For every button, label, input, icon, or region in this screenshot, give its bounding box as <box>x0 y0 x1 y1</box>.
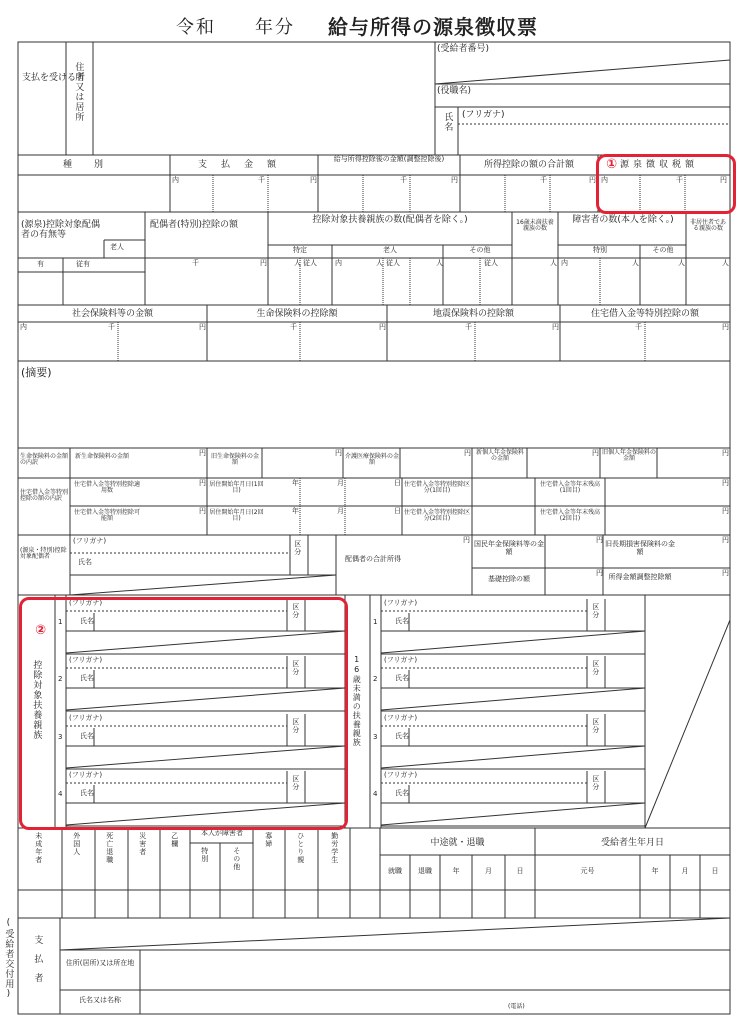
under16-row-number: 2 <box>373 675 378 683</box>
under16-div-label: 区分 <box>591 660 600 676</box>
basic-deduction-label: 基礎控除の額 <box>488 575 530 583</box>
unit-uchi-4: 内 <box>601 176 608 184</box>
name-furigana-label: (フリガナ) <box>462 110 505 120</box>
dependent-furigana-label: (フリガナ) <box>69 714 103 722</box>
earthquake-insurance-header: 地震保険料の控除額 <box>432 309 514 319</box>
dependent-name-label: 氏名 <box>80 617 94 625</box>
payer-address-label: 住所(居所)又は所在地 <box>65 959 135 967</box>
spouse-detail-label: (源泉・特別)控除対象配偶者 <box>20 547 67 561</box>
start-date-2-label: 居住開始年月日(2回目) <box>209 509 264 523</box>
dep-unit-nin-6: 人 <box>678 259 685 267</box>
ins-unit-sen-2: 千 <box>290 323 297 331</box>
new-life-label: 新生命保険料の金額 <box>74 453 129 460</box>
ins-unit-uchi: 内 <box>20 323 27 331</box>
unit-sen-1: 千 <box>258 176 265 184</box>
widow-label: 寡婦 <box>264 832 273 848</box>
ins-unit-yen-2: 円 <box>379 323 386 331</box>
mid-year-label: 年 <box>452 867 460 875</box>
under16-row-lines <box>381 714 645 770</box>
under16-detail-label: 16歳未満の扶養親族 <box>352 655 362 747</box>
old-life-label: 旧生命保険料の金額 <box>210 453 259 467</box>
spouse-income-label: 配偶者の合計所得 <box>345 555 401 563</box>
dependent-row-number: 3 <box>58 733 63 741</box>
ins-unit-sen-3: 千 <box>465 323 472 331</box>
recipient-number-label: (受給者番号) <box>437 44 490 54</box>
dep-unit-uchi-2: 内 <box>561 259 568 267</box>
under16-name-label: 氏名 <box>395 617 409 625</box>
start-date-1-label: 居住開始年月日(1回目) <box>209 481 264 495</box>
dep-unit-yen: 円 <box>260 259 267 267</box>
dependent-furigana-label: (フリガナ) <box>69 599 103 607</box>
other-disabled-label: その他 <box>652 246 674 254</box>
has-spouse-label: 有 <box>37 260 44 268</box>
payee-label: 支払を受ける者 <box>22 73 86 83</box>
under16-row-lines <box>381 599 645 655</box>
birth-month-label: 月 <box>681 867 689 875</box>
foreigner-label: 外国人 <box>72 832 81 856</box>
housing-div-2-label: 住宅借入金等特別控除区分(2回目) <box>404 509 471 523</box>
annotation-box-dependents <box>19 597 348 830</box>
elderly-count-label: 老人 <box>383 246 397 254</box>
phone-label: (電話) <box>508 1003 525 1010</box>
dep-unit-nin-2: 人 <box>376 259 383 267</box>
spouse-furigana-label: (フリガナ) <box>73 537 107 545</box>
dependents-count-header: 控除対象扶養親族の数(配偶者を除く。) <box>312 215 468 225</box>
era-name-label: 元号 <box>580 867 595 875</box>
old-long-label: 旧長期損害保険料の金額 <box>605 540 675 556</box>
name-label: 氏名 <box>442 112 453 132</box>
single-parent-label: ひとり親 <box>296 832 305 864</box>
dependent-has-label: 従有 <box>76 260 90 268</box>
dep-unit-nin-1: 人 <box>294 259 301 267</box>
death-retire-label: 死亡退職 <box>105 832 114 864</box>
unit-sen-4: 千 <box>676 176 683 184</box>
spouse-deduction-header: 配偶者(特別)控除の額 <box>150 220 239 230</box>
spouse-status-header: (源泉)控除対象配偶者の有無等 <box>21 220 101 241</box>
birthdate-label: 受給者生年月日 <box>600 838 664 848</box>
dep-unit-sen: 千 <box>192 259 199 267</box>
housing-d2: 日 <box>394 507 401 515</box>
pension-yen: 円 <box>596 536 603 544</box>
life-yen-5: 円 <box>722 449 729 457</box>
birth-year-label: 年 <box>651 867 659 875</box>
deduction-total-header: 所得控除の額の合計額 <box>483 160 574 170</box>
under16-furigana-label: (フリガナ) <box>384 656 418 664</box>
dependent-div-label: 区分 <box>291 660 300 676</box>
housing-div-1-label: 住宅借入金等特別控除区分(1回目) <box>404 481 471 495</box>
position-label: (役職名) <box>437 86 472 96</box>
housing-possible-label: 住宅借入金等特別控除可能額 <box>73 509 140 523</box>
under16-row-lines <box>381 656 645 712</box>
unit-yen-4: 円 <box>720 176 727 184</box>
life-yen-2: 円 <box>335 449 342 457</box>
under16-row-number: 4 <box>373 790 378 798</box>
housing-applicable-label: 住宅借入金等特別控除適用数 <box>73 481 140 495</box>
basic-yen: 円 <box>596 569 603 577</box>
minor-label: 未成年者 <box>34 832 43 864</box>
adjust-label: 所得金額調整控除額 <box>608 573 672 581</box>
housing-m2: 月 <box>337 507 344 515</box>
life-breakdown-label: 生命保険料の金額の内訳 <box>20 453 69 467</box>
dependent-row-number: 1 <box>58 618 63 626</box>
annotation-number-one: ① <box>606 157 618 172</box>
housing-loan-header: 住宅借入金等特別控除の額 <box>590 309 699 319</box>
annotation-number-two: ② <box>35 623 47 638</box>
housing-m1: 月 <box>337 479 344 487</box>
old-long-yen: 円 <box>722 536 729 544</box>
unit-sen-2: 千 <box>400 176 407 184</box>
dependent-furigana-label: (フリガナ) <box>69 656 103 664</box>
midyear-label: 中途就・退職 <box>430 838 485 848</box>
dependent-name-label: 氏名 <box>80 674 94 682</box>
form-title: 給与所得の源泉徴収票 <box>328 15 538 39</box>
under16-row-lines <box>381 771 645 827</box>
under16-name-label: 氏名 <box>395 674 409 682</box>
dep-unit-nin-4: 人 <box>550 259 557 267</box>
under16-header: 16歳未満扶養親族の数 <box>516 219 554 233</box>
under16-row <box>373 771 645 827</box>
housing-y2: 年 <box>292 507 299 515</box>
student-label: 勤労学生 <box>330 832 339 864</box>
under16-div-label: 区分 <box>591 718 600 734</box>
mid-month-label: 月 <box>485 867 492 875</box>
retire-label: 退職 <box>418 867 432 875</box>
unit-yen-2: 円 <box>451 176 458 184</box>
disaster-label: 災害者 <box>138 832 147 856</box>
new-pension-label: 新個人年金保険料の金額 <box>475 449 524 463</box>
dependent-div-label: 区分 <box>291 603 300 619</box>
other-count-label: その他 <box>469 246 491 254</box>
unit-yen-1: 円 <box>310 176 317 184</box>
otsu-label: 乙欄 <box>170 832 179 848</box>
housing-breakdown-label: 住宅借入金等特別控除の額の内訳 <box>20 489 69 503</box>
post-deduction-header: 給与所得控除後の金額(調整控除後) <box>333 155 445 163</box>
life-yen-1: 円 <box>199 449 206 457</box>
dep-unit-junin-2: 従人 <box>386 259 400 267</box>
mid-day-label: 日 <box>516 867 524 875</box>
housing-yen-3: 円 <box>722 479 729 487</box>
housing-yen-2: 円 <box>199 507 206 515</box>
under16-name-label: 氏名 <box>395 732 409 740</box>
adjust-yen: 円 <box>722 569 729 577</box>
pension-label: 国民年金保険料等の金額 <box>474 540 544 556</box>
housing-bal-2-label: 住宅借入金等年末残高(2回目) <box>539 509 600 523</box>
dependent-row-number: 2 <box>58 675 63 683</box>
recipient-copy-label: (受給者交付用) <box>3 918 14 1000</box>
spouse-div-label: 区分 <box>293 540 302 556</box>
unit-yen-3: 円 <box>589 176 596 184</box>
old-pension-label: 旧個人年金保険料の金額 <box>602 449 657 463</box>
under16-row <box>373 599 645 655</box>
ins-unit-sen-1: 千 <box>108 323 115 331</box>
dep-unit-nin-5: 人 <box>632 259 639 267</box>
housing-y1: 年 <box>292 479 299 487</box>
dependent-name-label: 氏名 <box>80 789 94 797</box>
payment-header: 支払金額 <box>197 160 290 170</box>
unit-uchi-1: 内 <box>172 176 179 184</box>
under16-name-label: 氏名 <box>395 789 409 797</box>
year-label: 年分 <box>255 17 295 38</box>
type-header: 種別 <box>62 160 125 170</box>
era-label: 令和 <box>176 17 216 38</box>
under16-furigana-label: (フリガナ) <box>384 771 418 779</box>
dep-unit-junin-3: 従人 <box>484 259 498 267</box>
other-col-label: その他 <box>232 847 241 871</box>
dependent-row-number: 4 <box>58 790 63 798</box>
remarks-label: (摘要) <box>21 366 52 379</box>
medical-care-label: 介護医療保険料の金額 <box>345 453 400 467</box>
dependent-div-label: 区分 <box>291 718 300 734</box>
under16-furigana-label: (フリガナ) <box>384 714 418 722</box>
ins-unit-yen-3: 円 <box>552 323 559 331</box>
unit-sen-3: 千 <box>540 176 547 184</box>
under16-furigana-label: (フリガナ) <box>384 599 418 607</box>
dependent-furigana-label: (フリガナ) <box>69 771 103 779</box>
nonresident-header: 非居住者である親族の数 <box>689 219 726 233</box>
ins-unit-yen-4: 円 <box>722 323 729 331</box>
under16-row <box>373 714 645 770</box>
birth-day-label: 日 <box>711 867 719 875</box>
special-col-label: 特別 <box>200 847 209 863</box>
spouse-income-yen: 円 <box>463 536 470 544</box>
under16-row-number: 1 <box>373 618 378 626</box>
under16-row-number: 3 <box>373 733 378 741</box>
elderly-label: 老人 <box>110 243 124 251</box>
social-insurance-header: 社会保険料等の金額 <box>71 309 153 319</box>
housing-yen-4: 円 <box>722 507 729 515</box>
housing-bal-1-label: 住宅借入金等年末残高(1回目) <box>539 481 600 495</box>
spouse-name-label: 氏名 <box>78 558 92 566</box>
under16-row <box>373 656 645 712</box>
dep-unit-nin-7: 人 <box>722 259 729 267</box>
dep-unit-junin-1: 従人 <box>303 259 317 267</box>
ins-unit-sen-4: 千 <box>635 323 642 331</box>
dep-unit-nin-3: 人 <box>436 259 443 267</box>
address-label: 住所又は居所 <box>73 62 84 122</box>
hire-label: 就職 <box>388 867 402 875</box>
life-yen-3: 円 <box>464 449 471 457</box>
payer-label: 支払者 <box>32 935 43 992</box>
ins-unit-yen-1: 円 <box>199 323 206 331</box>
dep-unit-uchi: 内 <box>335 259 342 267</box>
dependents-detail-label: 控除対象扶養親族 <box>31 660 42 740</box>
disabled-header: 障害者の数(本人を除く。) <box>572 215 674 225</box>
withholding-tax-header: 源泉徴収税額 <box>620 160 699 170</box>
life-insurance-header: 生命保険料の控除額 <box>256 309 338 319</box>
special-disabled-label: 特別 <box>593 246 607 254</box>
housing-yen-1: 円 <box>199 479 206 487</box>
life-yen-4: 円 <box>592 449 599 457</box>
payer-name-label: 氏名又は名称 <box>79 996 121 1004</box>
dependent-div-label: 区分 <box>291 775 300 791</box>
under16-div-label: 区分 <box>591 603 600 619</box>
housing-d1: 日 <box>394 479 401 487</box>
under16-div-label: 区分 <box>591 775 600 791</box>
specific-label: 特定 <box>293 246 307 254</box>
disabled-self-label: 本人が障害者 <box>201 829 243 837</box>
dependent-name-label: 氏名 <box>80 732 94 740</box>
